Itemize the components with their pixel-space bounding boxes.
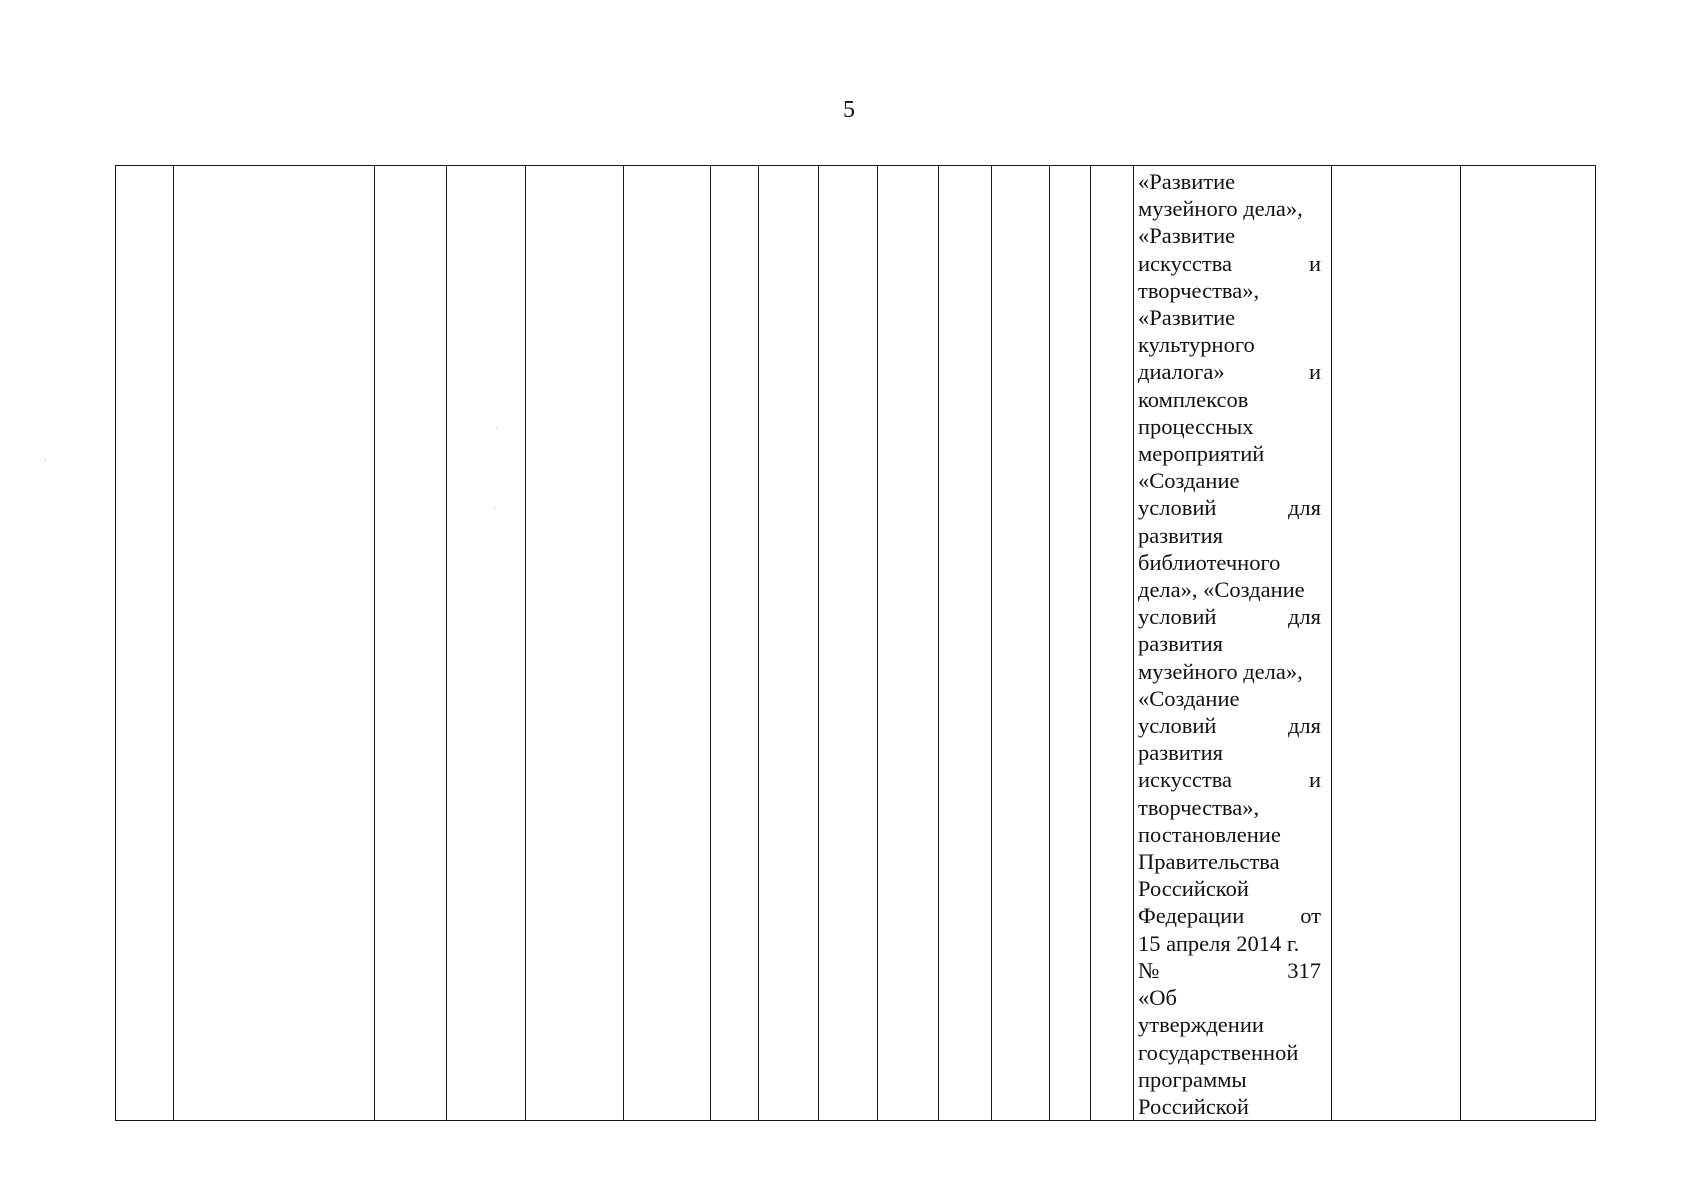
text-fragment: «Развитие [1138, 305, 1236, 331]
scan-speck [496, 427, 497, 428]
table-cell-col-8 [759, 166, 819, 1121]
text-fragment: «Создание [1138, 468, 1240, 494]
text-line [1138, 658, 1321, 685]
text-line [1138, 522, 1321, 549]
table-cell-col-6 [624, 166, 711, 1121]
document-table [115, 165, 1596, 1121]
table-cell-col-13 [1050, 166, 1091, 1121]
text-line [1138, 766, 1321, 793]
text-fragment: музейного дела», [1138, 658, 1303, 684]
text-fragment: Федерации [1138, 903, 1245, 929]
text-line [1138, 1093, 1321, 1120]
text-line [1138, 794, 1321, 821]
table-cell-col-3 [375, 166, 447, 1121]
page-number: 5 [843, 97, 855, 123]
text-line [1138, 1011, 1321, 1038]
text-fragment: «Развитие [1138, 223, 1236, 249]
text-fragment: условий [1138, 495, 1217, 521]
text-line [1138, 603, 1321, 630]
text-fragment: и [1308, 359, 1321, 385]
text-fragment: от [1300, 903, 1321, 929]
text-fragment: развития [1138, 522, 1224, 548]
table-cell-col-12 [992, 166, 1050, 1121]
text-fragment: диалога» [1138, 359, 1225, 385]
table-cell-col-17 [1461, 166, 1596, 1121]
text-fragment: № [1138, 957, 1160, 983]
text-fragment: искусства [1138, 250, 1233, 276]
legal-basis-text [1138, 168, 1321, 1120]
table-cell-col-11 [939, 166, 992, 1121]
text-line [1138, 413, 1321, 440]
text-line [1138, 630, 1321, 657]
text-fragment: «Об [1138, 985, 1177, 1011]
text-fragment: развития [1138, 631, 1224, 657]
text-fragment: программы [1138, 1066, 1247, 1092]
text-line [1138, 739, 1321, 766]
text-fragment: дела», «Создание [1138, 577, 1305, 603]
text-fragment: для [1287, 604, 1321, 630]
text-line [1138, 386, 1321, 413]
text-line [1138, 358, 1321, 385]
text-fragment: творчества», [1138, 794, 1260, 820]
text-line [1138, 875, 1321, 902]
text-fragment: комплексов [1138, 386, 1249, 412]
text-fragment: Российской [1138, 876, 1249, 902]
text-line [1138, 195, 1321, 222]
text-line [1138, 494, 1321, 521]
text-line [1138, 685, 1321, 712]
table-cell-col-2 [174, 166, 375, 1121]
text-fragment: искусства [1138, 767, 1233, 793]
text-fragment: «Развитие [1138, 169, 1236, 194]
text-line [1138, 712, 1321, 739]
text-fragment: мероприятий [1138, 441, 1265, 467]
text-line [1138, 957, 1321, 984]
scan-speck [494, 507, 495, 508]
text-fragment: государственной [1138, 1039, 1299, 1065]
text-line [1138, 930, 1321, 957]
text-fragment: развития [1138, 740, 1224, 766]
text-line [1138, 984, 1321, 1011]
table-cell-col-10 [878, 166, 939, 1121]
text-fragment: музейного дела», [1138, 196, 1303, 222]
text-fragment: процессных [1138, 413, 1254, 439]
text-line [1138, 848, 1321, 875]
text-line [1138, 168, 1321, 195]
table-cell-col-9 [819, 166, 878, 1121]
text-line [1138, 304, 1321, 331]
text-fragment: условий [1138, 713, 1217, 739]
text-fragment: Правительства [1138, 849, 1280, 875]
text-fragment: 15 апреля 2014 г. [1138, 930, 1300, 956]
scan-speck [45, 460, 46, 461]
table-cell-col-14 [1091, 166, 1134, 1121]
text-line [1138, 467, 1321, 494]
table-cell-col-1 [116, 166, 174, 1121]
text-line [1138, 902, 1321, 929]
table-row [116, 166, 1596, 1121]
table-cell-col-5 [526, 166, 624, 1121]
text-line [1138, 331, 1321, 358]
text-line [1138, 250, 1321, 277]
text-fragment: «Создание [1138, 685, 1240, 711]
table-cell-col-7 [711, 166, 759, 1121]
text-fragment: утверждении [1138, 1012, 1264, 1038]
text-line [1138, 1039, 1321, 1066]
text-line [1138, 277, 1321, 304]
text-line [1138, 222, 1321, 249]
text-fragment: постановление [1138, 821, 1281, 847]
text-fragment: 317 [1287, 957, 1321, 983]
text-fragment: Российской [1138, 1093, 1249, 1119]
text-fragment: культурного [1138, 332, 1255, 358]
text-fragment: для [1287, 713, 1321, 739]
text-fragment: и [1308, 767, 1321, 793]
table-cell-col-4 [447, 166, 526, 1121]
text-line [1138, 1066, 1321, 1093]
text-fragment: условий [1138, 604, 1217, 630]
text-line [1138, 549, 1321, 576]
text-fragment: для [1287, 495, 1321, 521]
text-line [1138, 440, 1321, 467]
text-fragment: библиотечного [1138, 549, 1281, 575]
legal-basis-cell [1134, 166, 1332, 1121]
text-fragment: творчества», [1138, 277, 1260, 303]
text-fragment: и [1308, 250, 1321, 276]
text-line [1138, 576, 1321, 603]
table-cell-col-16 [1332, 166, 1461, 1121]
text-line [1138, 821, 1321, 848]
